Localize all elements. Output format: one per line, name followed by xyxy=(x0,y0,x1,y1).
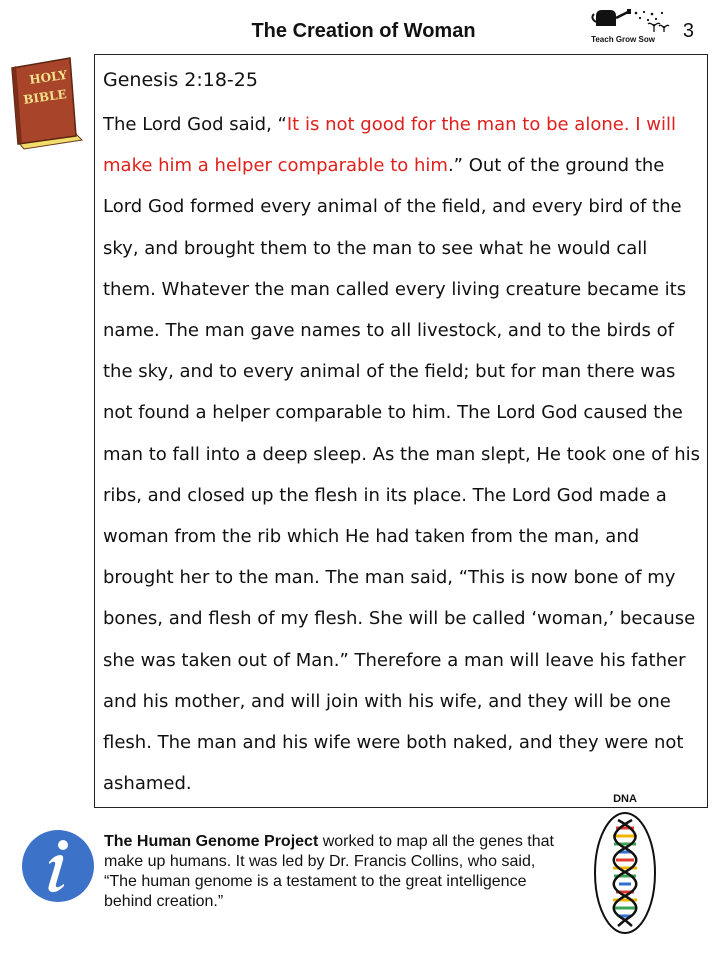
watering-can-icon xyxy=(590,4,674,38)
logo-text: Teach Grow Sow xyxy=(591,35,655,44)
passage-body: .” Out of the ground the Lord God formed every animal of the field, and every bird of the sky, and brought them to the man to see what he would call them. Whatever the man called every living creature became its name. The man gave names to all livestock, and to the birds of the sky, and to every animal of the field; but for man there was not found a helper comparable to him. The Lord God caused the man to fall into a deep sleep. As the man slept, He took one of his ribs, and closed up the flesh in its place. The Lord God made a woman from the rib which He had taken from the man, and brought her to the man. The man said, “This is now bone of my bones, and flesh of my flesh. She will be called ‘woman,’ because she was taken out of Man.” Therefore a man will leave his father and his mother, and will join with his wife, and they will be one flesh. The man and his wife were both naked, and they were not ashamed. xyxy=(103,155,701,795)
info-icon xyxy=(20,828,96,904)
holy-bible-icon xyxy=(8,54,88,150)
passage-intro: The Lord God said, “ xyxy=(103,114,287,135)
page-title: The Creation of Woman xyxy=(251,20,476,42)
genome-fact xyxy=(104,832,564,912)
dna-label: DNA xyxy=(613,793,637,805)
bible-title-line1: HOLY xyxy=(28,67,69,87)
scripture-passage xyxy=(103,104,705,804)
dna-helix-icon xyxy=(592,810,658,936)
page-number: 3 xyxy=(682,20,694,42)
teach-grow-sow-logo xyxy=(590,4,674,48)
scripture-box xyxy=(94,54,708,808)
fact-text: worked to map all the genes that make up humans. It was led by Dr. Francis Collins, who said, “The human genome is a testament to the great intelligence behind creation.” xyxy=(104,833,554,910)
scripture-reference: Genesis 2:18-25 xyxy=(103,69,258,91)
passage-red-quote: It is not good for the man to be alone. I will make him a helper comparable to him xyxy=(103,114,677,177)
fact-bold-lead: The Human Genome Project xyxy=(104,833,319,850)
bible-title-line2: BIBLE xyxy=(22,87,68,107)
